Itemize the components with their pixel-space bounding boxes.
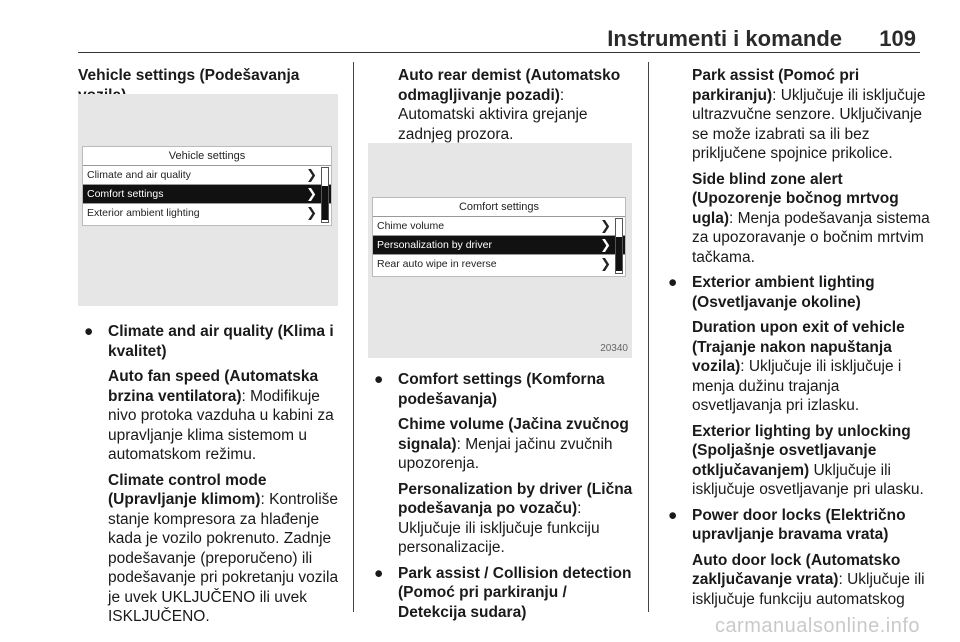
term: Side blind zone alert (Upozorenje bočnog mrtvog ugla) [692,170,899,227]
term: Duration upon exit of vehicle (Trajanje nakon napuštanja vozila) [692,319,905,375]
term: Exterior lighting by unlocking (Spoljašnje osvetljavanje otključavanjem) [692,422,911,479]
bullet-item [662,506,930,545]
bullet-dot: ● [374,371,384,388]
header-rule [78,52,920,53]
page-header [0,0,960,58]
bullet-dot: ● [84,323,94,340]
bullet-title: Climate and air quality (Klima i kvalitet) [108,323,334,360]
scrollbar [615,218,623,274]
definition: : Kontroliše stanje kompresora za hlađenje kada je vozilo pokrenuto. Zadnje podešavanje (preporučeno) ili podešavanje pri pokretanju vozila je uvek UKLJUČENO ili uvek ISKLJUČENO. [108,491,339,625]
paragraph [368,480,638,558]
term: Chime volume (Jačina zvučnog signala) [398,416,629,453]
chevron-right-icon: ❯ [600,256,611,271]
chevron-right-icon: ❯ [306,186,317,201]
term: Park assist (Pomoć pri parkiranju) [692,67,860,104]
definition: : Modifikuje nivo protoka vazduha u kabini za upravljanje klima sistemom u automatskom režimu. [108,387,334,463]
scrollbar [321,167,329,223]
bullet-dot: ● [374,564,384,582]
column-2-body [368,370,638,622]
column-divider [353,62,354,612]
scrollbar-thumb [616,237,622,271]
paragraph [368,415,638,474]
menu-row [83,165,331,184]
bullet-item [368,564,638,623]
definition: : Menja podešavanja sistema za upozoravanje o bočnim mrtvim tačkama. [692,209,930,266]
menu-row-label: Chime volume [377,220,445,232]
paragraph [662,170,930,268]
chevron-right-icon: ❯ [306,167,317,182]
menu-row-label: Personalization by driver [377,239,492,251]
paragraph [662,551,930,610]
watermark: carmanualsonline.info [714,615,920,637]
definition: : Uključuje ili isključuje ultrazvučne senzore. Uključivanje se može izabrati sa ili bez priključene spojnice prikolice. [692,86,926,162]
paragraph [662,66,930,164]
column-1-body [78,322,344,627]
definition: Uključuje ili isključuje osvetljavanje pri ulasku. [692,461,924,498]
figure-comfort-settings [368,143,632,358]
scrollbar-thumb [322,186,328,220]
section-heading: Vehicle settings (Podešavanja [78,67,300,84]
menu-row-label: Climate and air quality [87,169,191,181]
paragraph [662,422,930,500]
bullet-item [78,322,344,361]
bullet-title: Park assist / Collision detection (Pomoć pri parkiranju / Detekcija sudara) [398,564,632,621]
settings-screen [372,197,626,277]
paragraph [398,66,638,144]
menu-row [373,254,625,273]
menu-row-selected [83,184,331,203]
chapter-title: Instrumenti i komande [607,26,842,51]
bullet-item [368,370,638,409]
column-divider [648,62,649,612]
bullet-dot: ● [668,506,678,524]
paragraph [78,471,344,627]
menu-row [373,216,625,235]
chevron-right-icon: ❯ [600,218,611,233]
definition: : Uključuje ili isključuje funkciju personalizacije. [398,500,600,556]
settings-screen [82,146,332,226]
bullet-dot: ● [668,274,678,291]
bullet-title: Exterior ambient lighting (Osvetljavanje okoline) [692,274,875,311]
chevron-right-icon: ❯ [600,237,611,252]
menu-row-selected [373,235,625,254]
menu-row-label: Comfort settings [87,188,164,200]
menu-row [83,203,331,222]
menu-row-label: Exterior ambient lighting [87,207,200,219]
term: Auto fan speed (Automatska brzina ventilatora) [108,368,319,405]
term: Personalization by driver (Lična podešavanja po vozaču) [398,480,633,517]
paragraph [662,318,930,416]
bullet-title: Power door locks (Električno upravljanje bravama vrata) [692,506,906,543]
menu-row-label: Rear auto wipe in reverse [377,258,497,270]
figure-vehicle-settings [78,94,338,306]
definition: : Automatski aktivira grejanje zadnjeg prozora. [398,86,588,143]
bullet-title: Comfort settings (Komforna podešavanja) [398,371,605,408]
screen-title: Vehicle settings [168,150,246,162]
term: Auto door lock (Automatsko zaključavanje vrata) [692,551,901,588]
bullet-item [662,273,930,312]
paragraph [78,367,344,465]
definition: : Uključuje ili isključuje funkciju automatskog [692,571,925,608]
column-3 [662,66,930,609]
definition: : Menjai jačinu zvučnih upozorenja. [398,435,613,472]
column-2 [398,66,638,144]
chevron-right-icon: ❯ [306,205,317,220]
term: Auto rear demist (Automatsko odmagljivanje pozadi) [398,67,621,104]
page-number: 109 [879,26,916,51]
screen-title: Comfort settings [458,201,540,213]
term: Climate control mode (Upravljanje klimom) [108,471,267,508]
figure-id: 20340 [600,343,628,354]
definition: : Uključuje ili isključuje i menja dužinu trajanja osvetljavanja pri izlasku. [692,358,902,414]
